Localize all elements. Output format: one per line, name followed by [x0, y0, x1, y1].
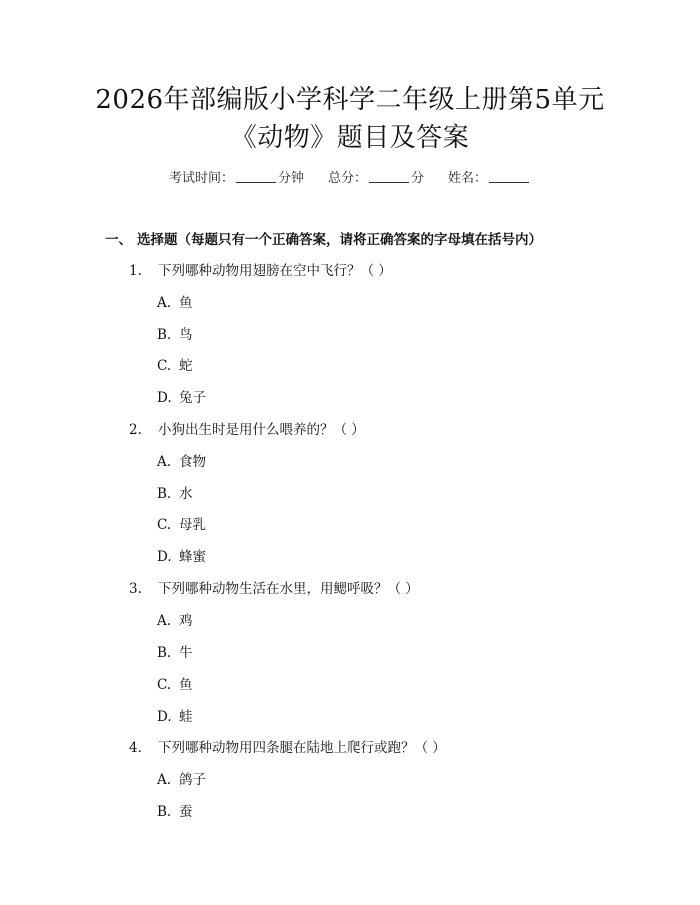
document-title-line2: 《动物》题目及答案 [230, 123, 470, 153]
option-text: 蛙 [179, 709, 193, 725]
name-blank [489, 170, 529, 183]
option-2d [157, 548, 206, 566]
option-letter: D. [157, 390, 172, 406]
option-1d [157, 389, 206, 407]
option-text: 水 [179, 486, 193, 502]
option-text: 蚕 [179, 804, 193, 820]
score-label: 总分： [327, 171, 367, 186]
name-label: 姓名： [448, 171, 488, 186]
option-1b [157, 326, 193, 344]
section-heading [105, 231, 542, 249]
option-letter: A. [157, 454, 172, 470]
document-title-line1: 2026年部编版小学科学二年级上册第5单元 [95, 85, 605, 115]
option-3c [157, 676, 193, 694]
option-text: 食物 [179, 454, 206, 470]
time-label: 考试时间： [168, 171, 234, 186]
option-letter: C. [157, 677, 172, 693]
question-3 [129, 580, 419, 598]
option-text: 鸡 [179, 613, 193, 629]
option-3d [157, 708, 193, 726]
option-letter: B. [157, 327, 172, 343]
section-title: 选择题（每题只有一个正确答案，请将正确答案的字母填在括号内） [137, 232, 542, 248]
option-text: 蛇 [179, 358, 193, 374]
option-letter: B. [157, 804, 172, 820]
question-number: 3. [129, 581, 142, 597]
option-3b [157, 644, 193, 662]
option-text: 兔子 [179, 390, 206, 406]
option-1c [157, 357, 193, 375]
question-2 [129, 421, 365, 439]
question-1 [129, 262, 392, 280]
option-text: 母乳 [179, 517, 206, 533]
question-4 [129, 739, 446, 757]
question-text: 小狗出生时是用什么喂养的？（ ） [158, 422, 365, 438]
option-3a [157, 612, 193, 630]
option-text: 牛 [179, 645, 193, 661]
time-blank [236, 170, 276, 183]
option-2a [157, 453, 206, 471]
option-letter: B. [157, 645, 172, 661]
option-4b [157, 803, 193, 821]
time-unit: 分钟 [277, 171, 304, 186]
option-2c [157, 516, 206, 534]
option-text: 蜂蜜 [179, 549, 206, 565]
option-letter: D. [157, 709, 172, 725]
section-number: 一、 [105, 232, 132, 248]
option-2b [157, 485, 193, 503]
option-1a [157, 294, 193, 312]
question-number: 1. [129, 263, 142, 279]
exam-info-line [0, 170, 700, 188]
option-letter: C. [157, 358, 172, 374]
question-text: 下列哪种动物生活在水里，用鳃呼吸？（ ） [158, 581, 419, 597]
question-number: 2. [129, 422, 142, 438]
score-blank [369, 170, 409, 183]
option-text: 鱼 [179, 677, 193, 693]
option-letter: A. [157, 772, 172, 788]
score-unit: 分 [411, 171, 425, 186]
option-4a [157, 771, 206, 789]
option-letter: C. [157, 517, 172, 533]
question-text: 下列哪种动物用翅膀在空中飞行？（ ） [158, 263, 392, 279]
option-text: 鸟 [179, 327, 193, 343]
question-number: 4. [129, 740, 142, 756]
option-letter: B. [157, 486, 172, 502]
option-letter: A. [157, 295, 172, 311]
option-text: 鸽子 [179, 772, 206, 788]
question-text: 下列哪种动物用四条腿在陆地上爬行或跑？（ ） [158, 740, 446, 756]
option-letter: D. [157, 549, 172, 565]
option-letter: A. [157, 613, 172, 629]
option-text: 鱼 [179, 295, 193, 311]
